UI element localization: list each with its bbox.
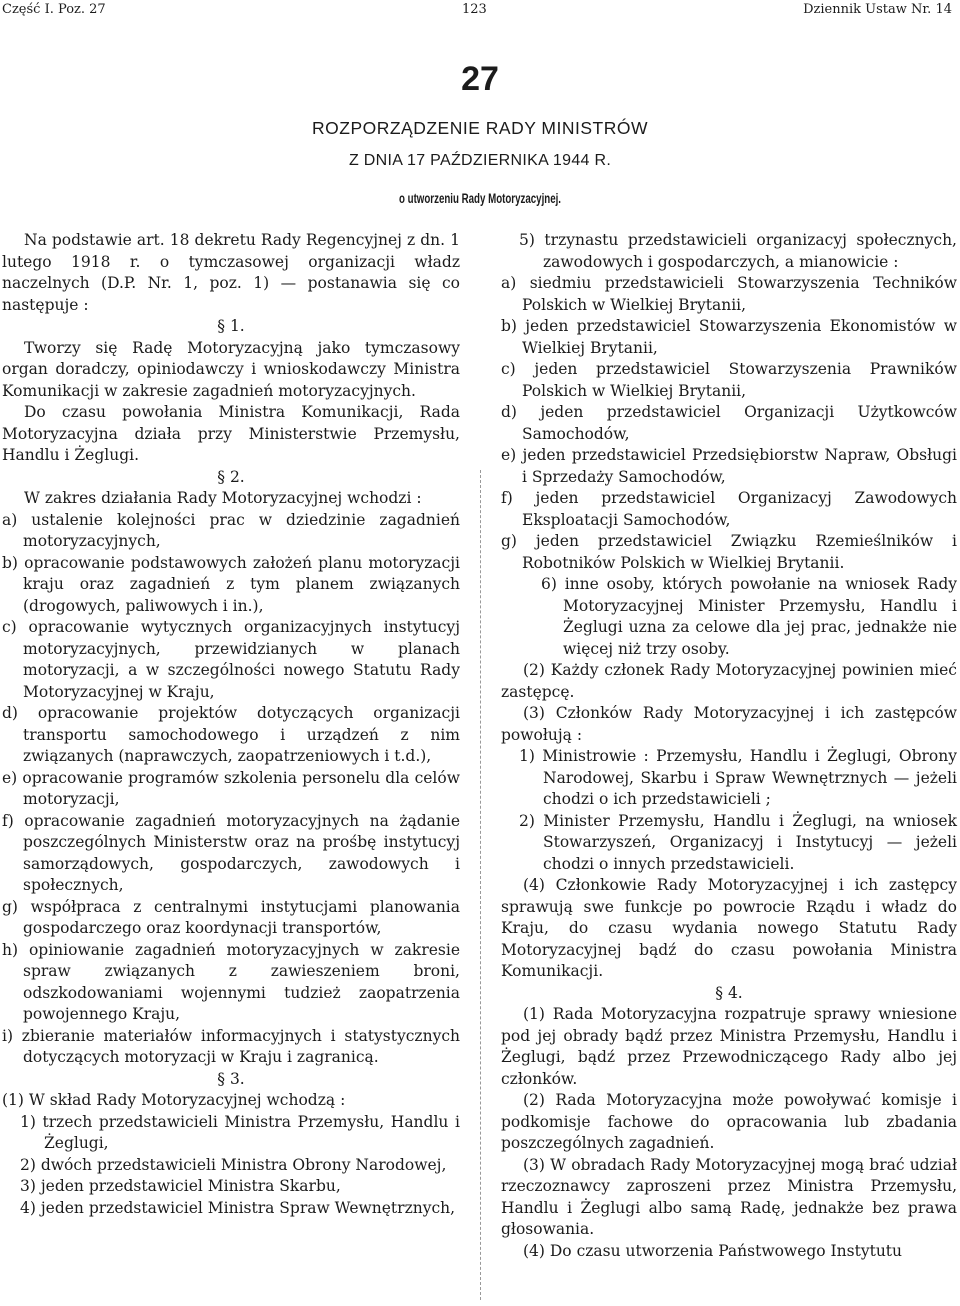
document-title: ROZPORZĄDZENIE RADY MINISTRÓW xyxy=(312,118,648,138)
preamble: Na podstawie art. 18 dekretu Rady Regencyjnej z dn. 1 lutego 1918 r. o tymczasowej organizacji władz naczelnych (D.P. Nr. 1, poz. 1) — postanawia się co następuje : xyxy=(2,231,460,314)
list-item: 4) jeden przedstawiciel Ministra Spraw Wewnętrznych, xyxy=(20,1198,456,1217)
list-item: g) współpraca z centralnymi instytucjami planowania gospodarczego oraz koordynacji transportów, xyxy=(2,897,460,937)
paragraph: (4) Członkowie Rady Motoryzacyjnej i ich zastępcy sprawują swe funkcje po powrocie Rządu i władz do Kraju, do czasu wydania nowego Statutu Rady Motoryzacyjnej bądź do czasu powołania Ministra Komunikacji. xyxy=(501,876,957,980)
paragraph: (2) Każdy członek Rady Motoryzacyjnej powinien mieć zastępcę. xyxy=(501,661,957,701)
left-column xyxy=(2,230,460,1219)
section-2-lead: W zakres działania Rady Motoryzacyjnej wchodzi : xyxy=(24,489,422,507)
right-column xyxy=(501,230,957,1262)
list-item: 5) trzynastu przedstawicieli organizacyj społecznych, zawodowych i gospodarczych, a mianowicie : xyxy=(519,231,957,271)
list-item: 1) trzech przedstawicieli Ministra Przemysłu, Handlu i Żeglugi, xyxy=(20,1112,460,1152)
list-item: 6) inne osoby, których powołanie na wniosek Rady Motoryzacyjnej Minister Przemysłu, Handlu i Żeglugi uzna za celowe dla jej prac, jednakże nie więcej niż trzy osoby. xyxy=(541,575,957,658)
list-item: i) zbieranie materiałów informacyjnych i statystycznych dotyczących motoryzacji w Kraju i zagranicą. xyxy=(2,1026,460,1066)
list-item: 2) dwóch przedstawicieli Ministra Obrony Narodowej, xyxy=(20,1155,447,1174)
list-item: 3) jeden przedstawiciel Ministra Skarbu, xyxy=(20,1177,341,1195)
paragraph: (4) Do czasu utworzenia Państwowego Instytutu xyxy=(523,1241,903,1260)
section-1-paragraph: Tworzy się Radę Motoryzacyjną jako tymczasowy organ doradczy, opiniodawczy i wnioskodawczy Ministra Komunikacji w zakresie zagadnień motoryzacyjnych. xyxy=(2,338,460,400)
list-item: c) opracowanie wytycznych organizacyjnych instytucyj motoryzacyjnych, przewidzianych w planach motoryzacji, a w szczególności nowego Statutu Rady Motoryzacyjnej w Kraju, xyxy=(2,618,460,701)
paragraph: (3) W obradach Rady Motoryzacyjnej mogą brać udział rzeczoznawcy zaproszeni przez Ministra Przemysłu, Handlu i Żeglugi albo samą Radę, jednakże bez prawa głosowania. xyxy=(501,1155,957,1238)
journal-name: Dziennik Ustaw Nr. 14 xyxy=(803,2,952,17)
header-section-label: Część I. Poz. 27 xyxy=(2,2,106,17)
column-divider xyxy=(480,470,482,1300)
section-2-heading: § 2. xyxy=(217,467,245,486)
list-item: f) opracowanie zagadnień motoryzacyjnych na żądanie poszczególnych Ministerstw oraz na prośbę instytucyj samorządowych, gospodarczych, zawodowych i społecznych, xyxy=(2,811,460,894)
section-1-heading: § 1. xyxy=(217,317,245,335)
section-4-heading: § 4. xyxy=(715,983,743,1002)
list-item: 1) Ministrowie : Przemysłu, Handlu i Żeglugi, Obrony Narodowej, Skarbu i Spraw Wewnętrznych — jeżeli chodzi o ich przedstawicieli ; xyxy=(519,747,957,808)
list-item: e) opracowanie programów szkolenia personelu dla celów motoryzacji, xyxy=(2,768,460,808)
sub-list-item: a) siedmiu przedstawicieli Stowarzyszenia Techników Polskich w Wielkiej Brytanii, xyxy=(501,274,957,314)
document-date: Z DNIA 17 PAŹDZIERNIKA 1944 R. xyxy=(348,152,612,169)
page-header xyxy=(0,0,960,26)
sub-list-item: c) jeden przedstawiciel Stowarzyszenia Prawników Polskich w Wielkiej Brytanii, xyxy=(501,360,957,400)
section-3-paragraph: (1) W skład Rady Motoryzacyjnej wchodzą : xyxy=(2,1091,346,1109)
paragraph: (3) Członków Rady Motoryzacyjnej i ich zastępców powołują : xyxy=(501,704,957,744)
list-item: 2) Minister Przemysłu, Handlu i Żeglugi, na wniosek Stowarzyszeń, Organizacyj i Instytucyj — jeżeli chodzi o innych przedstawicieli. xyxy=(519,811,957,873)
section-3-heading: § 3. xyxy=(217,1069,245,1088)
document-subject: o utworzeniu Rady Motoryzacyjnej. xyxy=(398,191,562,206)
section-1-paragraph: Do czasu powołania Ministra Komunikacji, Rada Motoryzacyjna działa przy Ministerstwie Przemysłu, Handlu i Żeglugi. xyxy=(2,403,460,464)
sub-list-item: g) jeden przedstawiciel Związku Rzemieślników i Robotników Polskich w Wielkiej Brytanii. xyxy=(501,532,957,572)
list-item: h) opiniowanie zagadnień motoryzacyjnych w zakresie spraw związanych z zawieszeniem broni, odszkodowaniami wojennymi tudzież zaopatrzenia powojennego Kraju, xyxy=(2,940,460,1023)
sub-list-item: d) jeden przedstawiciel Organizacji Użytkowców Samochodów, xyxy=(501,403,957,443)
sub-list-item: f) jeden przedstawiciel Organizacyj Zawodowych Eksploatacji Samochodów, xyxy=(501,489,957,529)
document-number: 27 xyxy=(461,60,499,98)
sub-list-item: e) jeden przedstawiciel Przedsiębiorstw Napraw, Obsługi i Sprzedaży Samochodów, xyxy=(501,446,957,486)
sub-list-item: b) jeden przedstawiciel Stowarzyszenia Ekonomistów w Wielkiej Brytanii, xyxy=(501,317,957,357)
paragraph: (1) Rada Motoryzacyjna rozpatruje sprawy wniesione pod jej obrady bądź przez Ministra Przemysłu, Handlu i Żeglugi, bądź przez Przewodniczącego Rady albo jej członków. xyxy=(501,1005,957,1088)
paragraph: (2) Rada Motoryzacyjna może powoływać komisje i podkomisje fachowe do opracowania lub zbadania poszczególnych zagadnień. xyxy=(501,1091,957,1152)
list-item: d) opracowanie projektów dotyczących organizacji transportu samochodowego i urządzeń z nim związanych (naprawczych, zaopatrzeniowych i t.d.), xyxy=(2,704,460,765)
list-item: b) opracowanie podstawowych założeń planu motoryzacji kraju oraz zagadnień z tym planem związanych (drogowych, paliwowych i in.), xyxy=(2,553,460,615)
page-number: 123 xyxy=(462,2,487,17)
list-item: a) ustalenie kolejności prac w dziedzinie zagadnień motoryzacyjnych, xyxy=(2,510,460,550)
